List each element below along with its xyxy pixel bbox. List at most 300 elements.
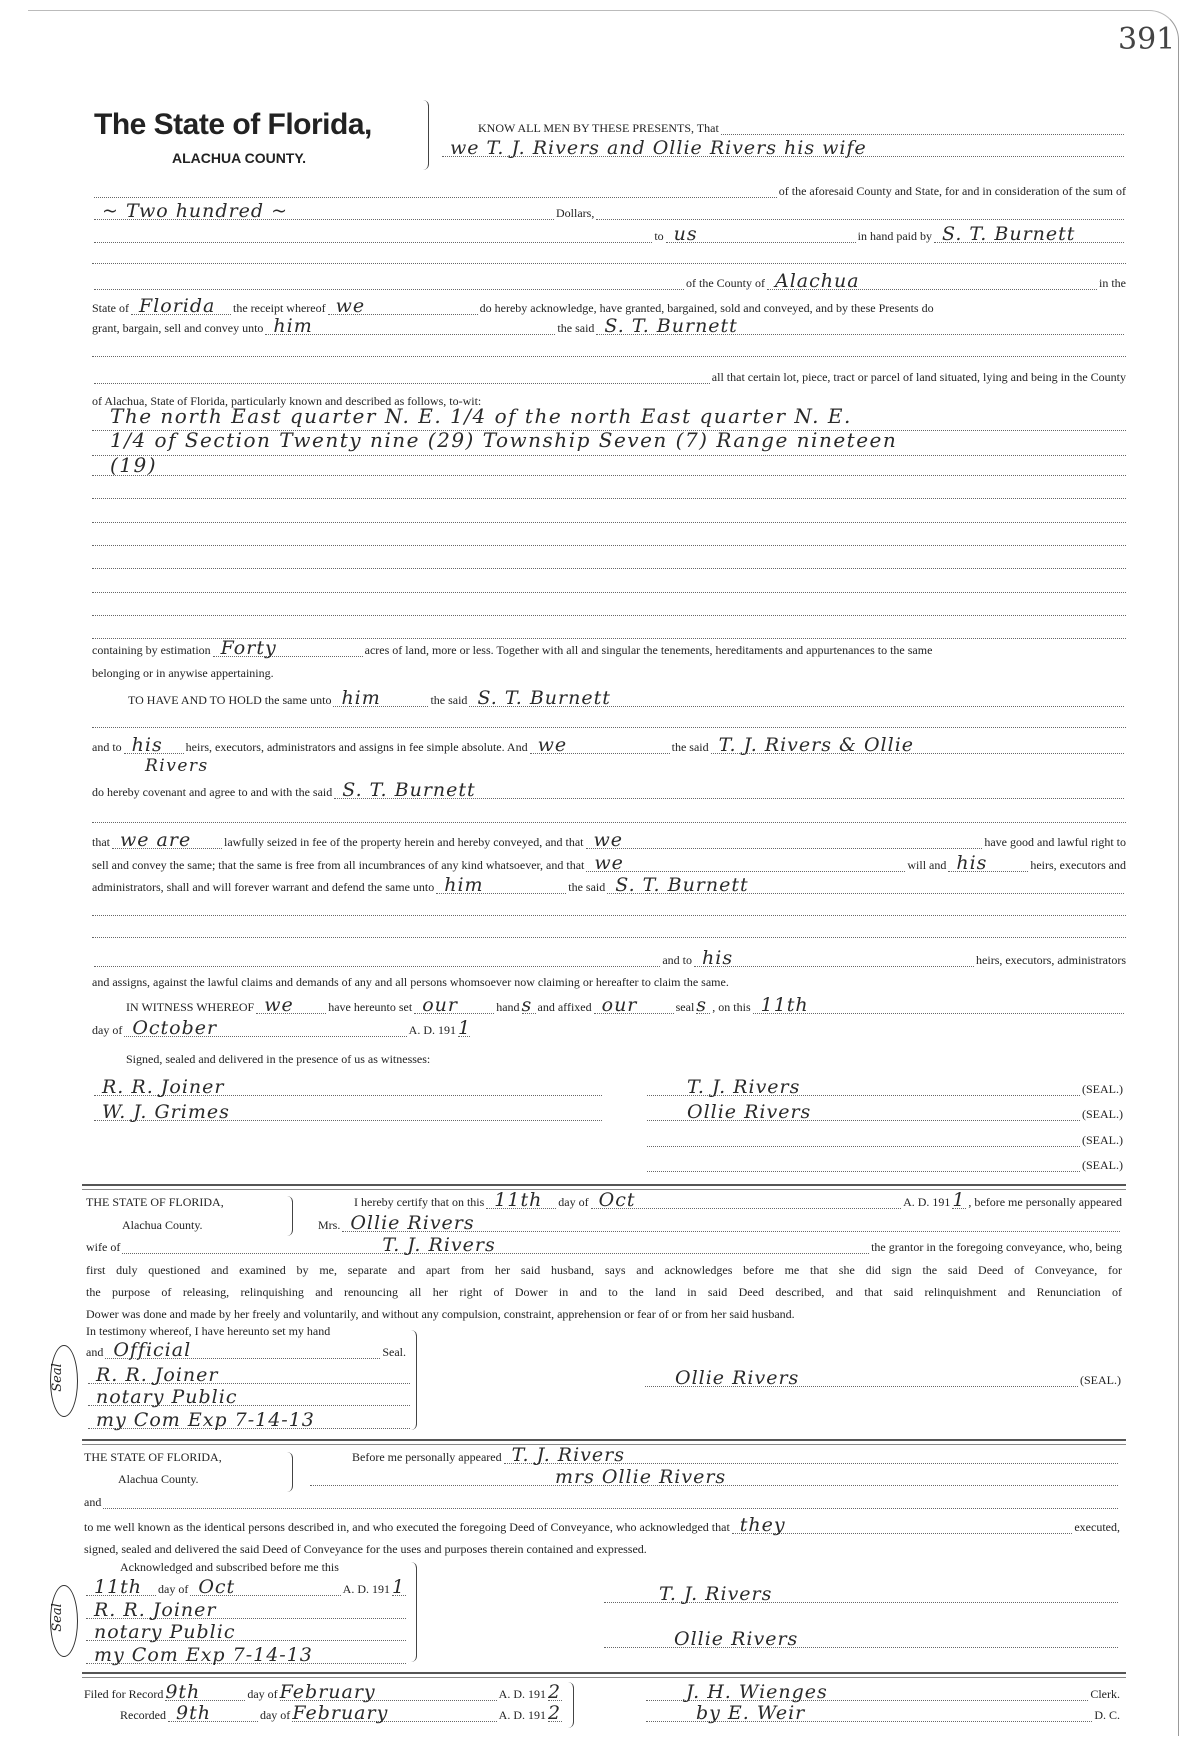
handwritten: 11th xyxy=(494,1189,543,1211)
text: do hereby covenant and agree to and with the said xyxy=(92,785,333,799)
text: the grantor in the foregoing conveyance, who, being xyxy=(871,1240,1122,1254)
handwritten: February xyxy=(292,1702,389,1724)
text: IN WITNESS WHEREOF xyxy=(126,1000,255,1014)
form-row xyxy=(478,119,1126,135)
fill-line xyxy=(92,522,1126,523)
text: TO HAVE AND TO HOLD the same unto xyxy=(128,693,332,707)
form-row xyxy=(92,874,1126,896)
signature: T. J. Rivers xyxy=(659,1583,773,1605)
fill-line xyxy=(292,1702,496,1724)
fill-line xyxy=(647,1101,1080,1123)
handwritten: 11th xyxy=(760,994,809,1016)
fill-line xyxy=(86,1621,406,1643)
land-description-line: The north East quarter N. E. 1/4 of the north East quarter N. E. xyxy=(110,404,852,428)
deputy-clerk-signature: by E. Weir xyxy=(696,1702,806,1724)
text: Recorded xyxy=(120,1708,166,1722)
handwritten: Rivers xyxy=(145,756,209,776)
handwritten: S. T. Burnett xyxy=(604,315,738,337)
form-row xyxy=(602,1628,1120,1650)
text: of the County of xyxy=(686,276,765,290)
text: day of xyxy=(158,1582,189,1596)
fill-line xyxy=(94,1101,602,1123)
handwritten: T. J. Rivers & Ollie xyxy=(718,734,915,756)
handwritten: October xyxy=(132,1017,218,1039)
text: day of xyxy=(247,1687,278,1701)
fill-line xyxy=(711,734,1124,756)
witness-signature: W. J. Grimes xyxy=(102,1101,230,1123)
form-row xyxy=(86,1193,286,1209)
handwritten: they xyxy=(739,1514,786,1536)
fill-line xyxy=(414,994,494,1016)
fill-line xyxy=(342,1212,1120,1234)
fill-line xyxy=(645,1367,1078,1389)
text: the said xyxy=(430,693,468,707)
form-row xyxy=(92,973,1126,989)
fill-line xyxy=(333,687,428,709)
notary-title: notary Public xyxy=(96,1386,238,1408)
fill-line xyxy=(721,122,1124,135)
handwritten: him xyxy=(273,315,313,337)
text: the said xyxy=(568,880,606,894)
fill-line xyxy=(92,263,1126,264)
handwritten: our xyxy=(422,994,458,1016)
form-row xyxy=(644,1681,1120,1703)
notary-signature: R. R. Joiner xyxy=(96,1364,219,1386)
form-row xyxy=(86,1234,1122,1256)
stamp-text: Seal xyxy=(49,1363,65,1392)
fill-line xyxy=(948,852,1028,874)
text: hand xyxy=(496,1000,520,1014)
handwritten: s xyxy=(696,994,708,1016)
text: A. D. 191 xyxy=(903,1195,951,1209)
brace xyxy=(408,1562,417,1662)
text: Filed for Record xyxy=(84,1687,164,1701)
fill-line xyxy=(596,207,1124,220)
handwritten: Oct xyxy=(598,1189,636,1211)
brace xyxy=(284,1196,293,1236)
seal-label: (SEAL.) xyxy=(1082,1082,1123,1096)
text: A. D. 191 xyxy=(342,1582,390,1596)
text: will and xyxy=(907,858,947,872)
brace xyxy=(420,100,429,170)
form-row xyxy=(120,1702,564,1724)
handwritten: Ollie Rivers xyxy=(350,1212,475,1234)
fill-line xyxy=(92,455,1126,456)
text: and to xyxy=(92,740,122,754)
notary-commission: my Com Exp 7-14-13 xyxy=(94,1644,313,1666)
fill-line xyxy=(94,1076,602,1098)
text: have hereunto set xyxy=(328,1000,413,1014)
fill-line xyxy=(190,1576,340,1598)
fill-line xyxy=(952,1189,966,1211)
fill-line xyxy=(753,994,1124,1016)
text: all that certain lot, piece, tract or parcel of land situated, lying and being in the County xyxy=(711,370,1126,384)
handwritten: 9th xyxy=(175,1702,211,1724)
text: containing by estimation xyxy=(92,643,211,657)
text: do hereby acknowledge, have granted, bargained, sold and conveyed, and by these Presents do xyxy=(479,301,934,315)
fill-line xyxy=(94,954,660,967)
handwritten: mrs Ollie Rivers xyxy=(555,1466,727,1488)
text: , on this xyxy=(712,1000,751,1014)
form-row xyxy=(86,1386,412,1408)
handwritten: s xyxy=(521,994,533,1016)
text: belonging or in anywise appertaining. xyxy=(92,666,274,680)
form-row xyxy=(92,270,1126,292)
text: Before me personally appeared xyxy=(352,1450,502,1464)
text: Dollars, xyxy=(556,206,595,220)
text: Signed, sealed and delivered in the presence of us as witnesses: xyxy=(126,1052,431,1066)
fill-line xyxy=(486,1189,556,1211)
fill-line xyxy=(94,185,777,198)
text: administrators, shall and will forever warrant and defend the same unto xyxy=(92,880,435,894)
form-row xyxy=(122,1216,282,1232)
form-row xyxy=(86,1409,412,1431)
text: and assigns, against the lawful claims and demands of any and all persons whomsoever now claiming or hereafter to claim the same. xyxy=(92,975,729,989)
text: the said xyxy=(671,740,709,754)
form-row xyxy=(84,1540,1118,1556)
know-all-men: KNOW ALL MEN BY THESE PRESENTS, That xyxy=(478,121,719,135)
fill-line xyxy=(94,230,652,243)
text: In testimony whereof, I have hereunto set my hand xyxy=(86,1324,331,1338)
fill-line xyxy=(521,994,536,1016)
handwritten: S. T. Burnett xyxy=(342,779,476,801)
text: the said xyxy=(557,321,595,335)
fill-line xyxy=(103,1496,1118,1509)
handwritten: 2 xyxy=(548,1681,562,1703)
text: heirs, executors, administrators xyxy=(976,953,1126,967)
form-row xyxy=(92,223,1126,245)
fill-line xyxy=(647,1134,1080,1147)
form-row xyxy=(86,1339,406,1361)
fill-line xyxy=(436,874,566,896)
form-row xyxy=(84,1514,1120,1536)
fill-line xyxy=(92,727,1126,728)
text: and xyxy=(86,1345,104,1359)
form-row xyxy=(92,1076,604,1098)
fill-line xyxy=(647,1076,1080,1098)
form-row xyxy=(318,1212,1122,1234)
fill-line xyxy=(92,592,1126,593)
text: day of xyxy=(92,1023,123,1037)
handwritten: him xyxy=(341,687,381,709)
handwritten: our xyxy=(601,994,638,1016)
clerk-signature: J. H. Wienges xyxy=(686,1681,828,1703)
handwritten: T. J. Rivers xyxy=(511,1444,625,1466)
form-row xyxy=(92,779,1126,801)
form-row xyxy=(645,1101,1123,1123)
text: Acknowledged and subscribed before me this xyxy=(120,1560,339,1574)
fill-line xyxy=(92,568,1126,569)
fill-line xyxy=(86,1576,156,1598)
handwritten: Florida xyxy=(139,295,216,317)
form-row xyxy=(92,664,1126,680)
fill-line xyxy=(88,1409,410,1431)
seal-label: (SEAL.) xyxy=(1082,1158,1123,1172)
handwritten: T. J. Rivers xyxy=(382,1234,496,1256)
form-row xyxy=(645,1131,1123,1147)
text: heirs, executors and xyxy=(1030,858,1126,872)
text: D. C. xyxy=(1094,1708,1120,1722)
form-row xyxy=(92,200,1126,222)
land-description-line: (19) xyxy=(110,453,158,477)
handwritten: Official xyxy=(113,1339,192,1361)
fill-line xyxy=(122,1234,869,1256)
handwritten: Forty xyxy=(220,637,277,659)
handwritten: his xyxy=(702,947,734,969)
form-row xyxy=(92,1101,604,1123)
grantor-signature: T. J. Rivers xyxy=(687,1076,801,1098)
land-description-line: 1/4 of Section Twenty nine (29) Township Seven (7) Range nineteen xyxy=(110,428,898,452)
form-row xyxy=(643,1367,1121,1389)
fill-line xyxy=(94,277,684,290)
grantor-signature: Ollie Rivers xyxy=(687,1101,812,1123)
fill-line xyxy=(646,1681,1088,1703)
text: Alachua County. xyxy=(118,1472,199,1486)
handwritten: we xyxy=(594,852,624,874)
form-row xyxy=(86,1322,411,1338)
form-row xyxy=(602,1583,1120,1605)
handwritten: we xyxy=(335,295,366,317)
form-row xyxy=(92,637,1126,659)
fill-line xyxy=(530,734,670,756)
text: the receipt whereof xyxy=(233,301,326,315)
fill-line xyxy=(646,1702,1092,1724)
fill-line xyxy=(458,1017,472,1039)
notary-seal-stamp xyxy=(50,1345,78,1417)
fill-line xyxy=(86,1599,406,1621)
fill-line xyxy=(604,1583,1118,1605)
form-row xyxy=(92,829,1126,851)
fill-line xyxy=(767,270,1097,292)
section-divider xyxy=(82,1672,1126,1678)
text: wife of xyxy=(86,1240,121,1254)
handwritten: Oct xyxy=(198,1576,236,1598)
handwritten: 2 xyxy=(548,1702,562,1724)
text: THE STATE OF FLORIDA, xyxy=(86,1195,224,1209)
text: of the aforesaid County and State, for and in consideration of the sum of xyxy=(778,184,1126,198)
fill-line xyxy=(310,1466,1118,1488)
fill-line xyxy=(92,498,1126,499)
fill-line xyxy=(732,1514,1073,1536)
fill-line xyxy=(92,937,1126,938)
fill-line xyxy=(265,315,555,337)
text: and xyxy=(84,1495,102,1509)
text: A. D. 191 xyxy=(498,1708,546,1722)
text: Clerk. xyxy=(1090,1687,1120,1701)
fill-line xyxy=(112,829,222,851)
text: Seal. xyxy=(382,1345,406,1359)
form-row xyxy=(354,1189,1122,1211)
form-row xyxy=(84,1599,408,1621)
seal-label: (SEAL.) xyxy=(1082,1107,1123,1121)
fill-line xyxy=(504,1444,1118,1466)
handwritten: Alachua xyxy=(775,270,860,292)
text: I hereby certify that on this xyxy=(354,1195,485,1209)
fill-line xyxy=(213,637,363,659)
signature: Ollie Rivers xyxy=(675,1367,800,1389)
fill-line xyxy=(548,1702,562,1724)
fill-line xyxy=(92,545,1126,546)
fill-line xyxy=(586,829,983,851)
fill-line xyxy=(594,994,674,1016)
form-row xyxy=(92,1017,472,1039)
form-row xyxy=(92,295,1126,317)
text: in the xyxy=(1099,276,1126,290)
fill-line xyxy=(586,852,905,874)
form-row xyxy=(84,1681,564,1703)
text: acres of land, more or less. Together with all and singular the tenements, hereditaments and appurtenances to the same xyxy=(364,643,933,657)
form-row xyxy=(440,137,1126,159)
brace xyxy=(284,1452,293,1492)
form-row xyxy=(645,1076,1123,1098)
fill-line xyxy=(392,1576,406,1598)
notary-seal-stamp xyxy=(50,1585,78,1657)
fill-line xyxy=(92,615,1126,616)
witness-signature: R. R. Joiner xyxy=(102,1076,225,1098)
seal-label: (SEAL.) xyxy=(1082,1133,1123,1147)
amount: ~ Two hundred ~ xyxy=(102,200,289,222)
text: of Alachua, State of Florida, particularly known and described as follows, to-wit: xyxy=(92,394,482,408)
handwritten: his xyxy=(131,734,163,756)
form-row xyxy=(128,687,1126,709)
fill-line xyxy=(256,994,326,1016)
form-county: ALACHUA COUNTY. xyxy=(172,150,307,166)
fill-line xyxy=(92,822,1126,823)
fill-line xyxy=(165,1681,245,1703)
fill-line xyxy=(94,371,710,384)
notary-commission: my Com Exp 7-14-13 xyxy=(96,1409,315,1431)
form-row xyxy=(84,1493,1120,1509)
text: THE STATE OF FLORIDA, xyxy=(84,1450,222,1464)
fill-line xyxy=(92,475,1126,476)
fill-line xyxy=(279,1681,497,1703)
text: Dower was done and made by her freely and voluntarily, and without any compulsion, constraint, apprehension or fear of or from her said husband. xyxy=(86,1307,795,1321)
fill-line xyxy=(548,1681,562,1703)
handwritten: 11th xyxy=(94,1576,143,1598)
text: in hand paid by xyxy=(857,229,932,243)
text: Mrs. xyxy=(318,1218,341,1232)
text: and affixed xyxy=(537,1000,592,1014)
handwritten: 1 xyxy=(458,1017,472,1039)
stamp-text: Seal xyxy=(49,1603,65,1632)
fill-line xyxy=(591,1189,901,1211)
fill-line xyxy=(124,734,184,756)
fill-line xyxy=(168,1702,258,1724)
fill-line xyxy=(131,295,231,317)
handwritten: S. T. Burnett xyxy=(615,874,749,896)
fill-line xyxy=(328,295,478,317)
form-row xyxy=(86,1364,412,1386)
form-row xyxy=(92,947,1126,969)
fill-line xyxy=(88,1386,410,1408)
handwritten: 1 xyxy=(392,1576,406,1598)
form-row xyxy=(126,994,1126,1016)
form-row xyxy=(84,1621,408,1643)
fill-line xyxy=(124,1017,406,1039)
form-row xyxy=(84,1448,284,1464)
fill-line xyxy=(696,994,710,1016)
fill-line xyxy=(92,915,1126,916)
fill-line xyxy=(86,1644,406,1666)
handwritten: we xyxy=(593,829,624,851)
form-row xyxy=(92,182,1126,198)
text: day of xyxy=(259,1708,291,1722)
text: Alachua County. xyxy=(122,1218,203,1232)
text: A. D. 191 xyxy=(408,1023,456,1037)
form-row xyxy=(120,1558,410,1574)
handwritten: we are xyxy=(120,829,192,851)
seal-label: (SEAL.) xyxy=(1080,1373,1121,1387)
text: State of xyxy=(92,301,129,315)
form-row xyxy=(352,1444,1120,1466)
form-row xyxy=(92,315,1126,337)
text: grant, bargain, sell and convey unto xyxy=(92,321,264,335)
handwritten: his xyxy=(956,852,988,874)
fill-line xyxy=(647,1159,1080,1172)
text: first duly questioned and examined by me, separate and apart from her said husband, says and acknowledges before me that she did sign the said Deed of Conveyance, for xyxy=(86,1263,1122,1277)
handwritten: S. T. Burnett xyxy=(477,687,611,709)
notary-signature: R. R. Joiner xyxy=(94,1599,217,1621)
form-title: The State of Florida, xyxy=(94,108,372,141)
fill-line xyxy=(604,1628,1118,1650)
grantors: we T. J. Rivers and Ollie Rivers his wife xyxy=(450,137,867,159)
form-row xyxy=(92,368,1126,384)
text: to me well known as the identical persons described in, and who executed the foregoing Deed of Conveyance, who acknowledged that xyxy=(84,1520,730,1534)
handwritten: we xyxy=(537,734,568,756)
text: to xyxy=(654,229,664,243)
handwritten: February xyxy=(279,1681,376,1703)
text: the purpose of releasing, relinquishing and renouncing all her right of Dower in and to the land in said Deed described, and that said relinquishment and Renunciation of xyxy=(86,1285,1122,1299)
text: day of xyxy=(558,1195,589,1209)
form-row xyxy=(84,1576,408,1598)
form-row xyxy=(92,852,1126,874)
text: seal xyxy=(675,1000,695,1014)
text: heirs, executors, administrators and assigns in fee simple absolute. And xyxy=(185,740,528,754)
form-row xyxy=(92,734,1126,756)
brace xyxy=(565,1682,574,1728)
signature: Ollie Rivers xyxy=(674,1628,799,1650)
fill-line xyxy=(469,687,1124,709)
text: have good and lawful right to xyxy=(984,835,1126,849)
form-row xyxy=(126,1050,1160,1066)
fill-line xyxy=(94,200,554,222)
form-row xyxy=(644,1702,1120,1724)
form-row xyxy=(84,1644,408,1666)
handwritten: him xyxy=(444,874,484,896)
page-number: 391 xyxy=(1118,22,1176,57)
fill-line xyxy=(694,947,974,969)
text: A. D. 191 xyxy=(498,1687,546,1701)
form-row xyxy=(308,1466,1120,1488)
text: signed, sealed and delivered the said Deed of Conveyance for the uses and purposes therein contained and expressed. xyxy=(84,1542,647,1556)
fill-line xyxy=(88,1364,410,1386)
fill-line xyxy=(934,223,1124,245)
fill-line xyxy=(607,874,1124,896)
fill-line xyxy=(334,779,1124,801)
fill-line xyxy=(442,137,1124,159)
fill-line xyxy=(596,315,1124,337)
fill-line xyxy=(105,1339,380,1361)
text: executed, xyxy=(1074,1520,1120,1534)
handwritten: 9th xyxy=(165,1681,201,1703)
notary-title: notary Public xyxy=(94,1621,236,1643)
handwritten: we xyxy=(264,994,294,1016)
text: sell and convey the same; that the same is free from all incumbrances of any kind whatsoever, and that xyxy=(92,858,585,872)
form-row xyxy=(645,1156,1123,1172)
form-row xyxy=(86,1305,1120,1321)
fill-line xyxy=(92,356,1126,357)
text: , before me personally appeared xyxy=(968,1195,1122,1209)
